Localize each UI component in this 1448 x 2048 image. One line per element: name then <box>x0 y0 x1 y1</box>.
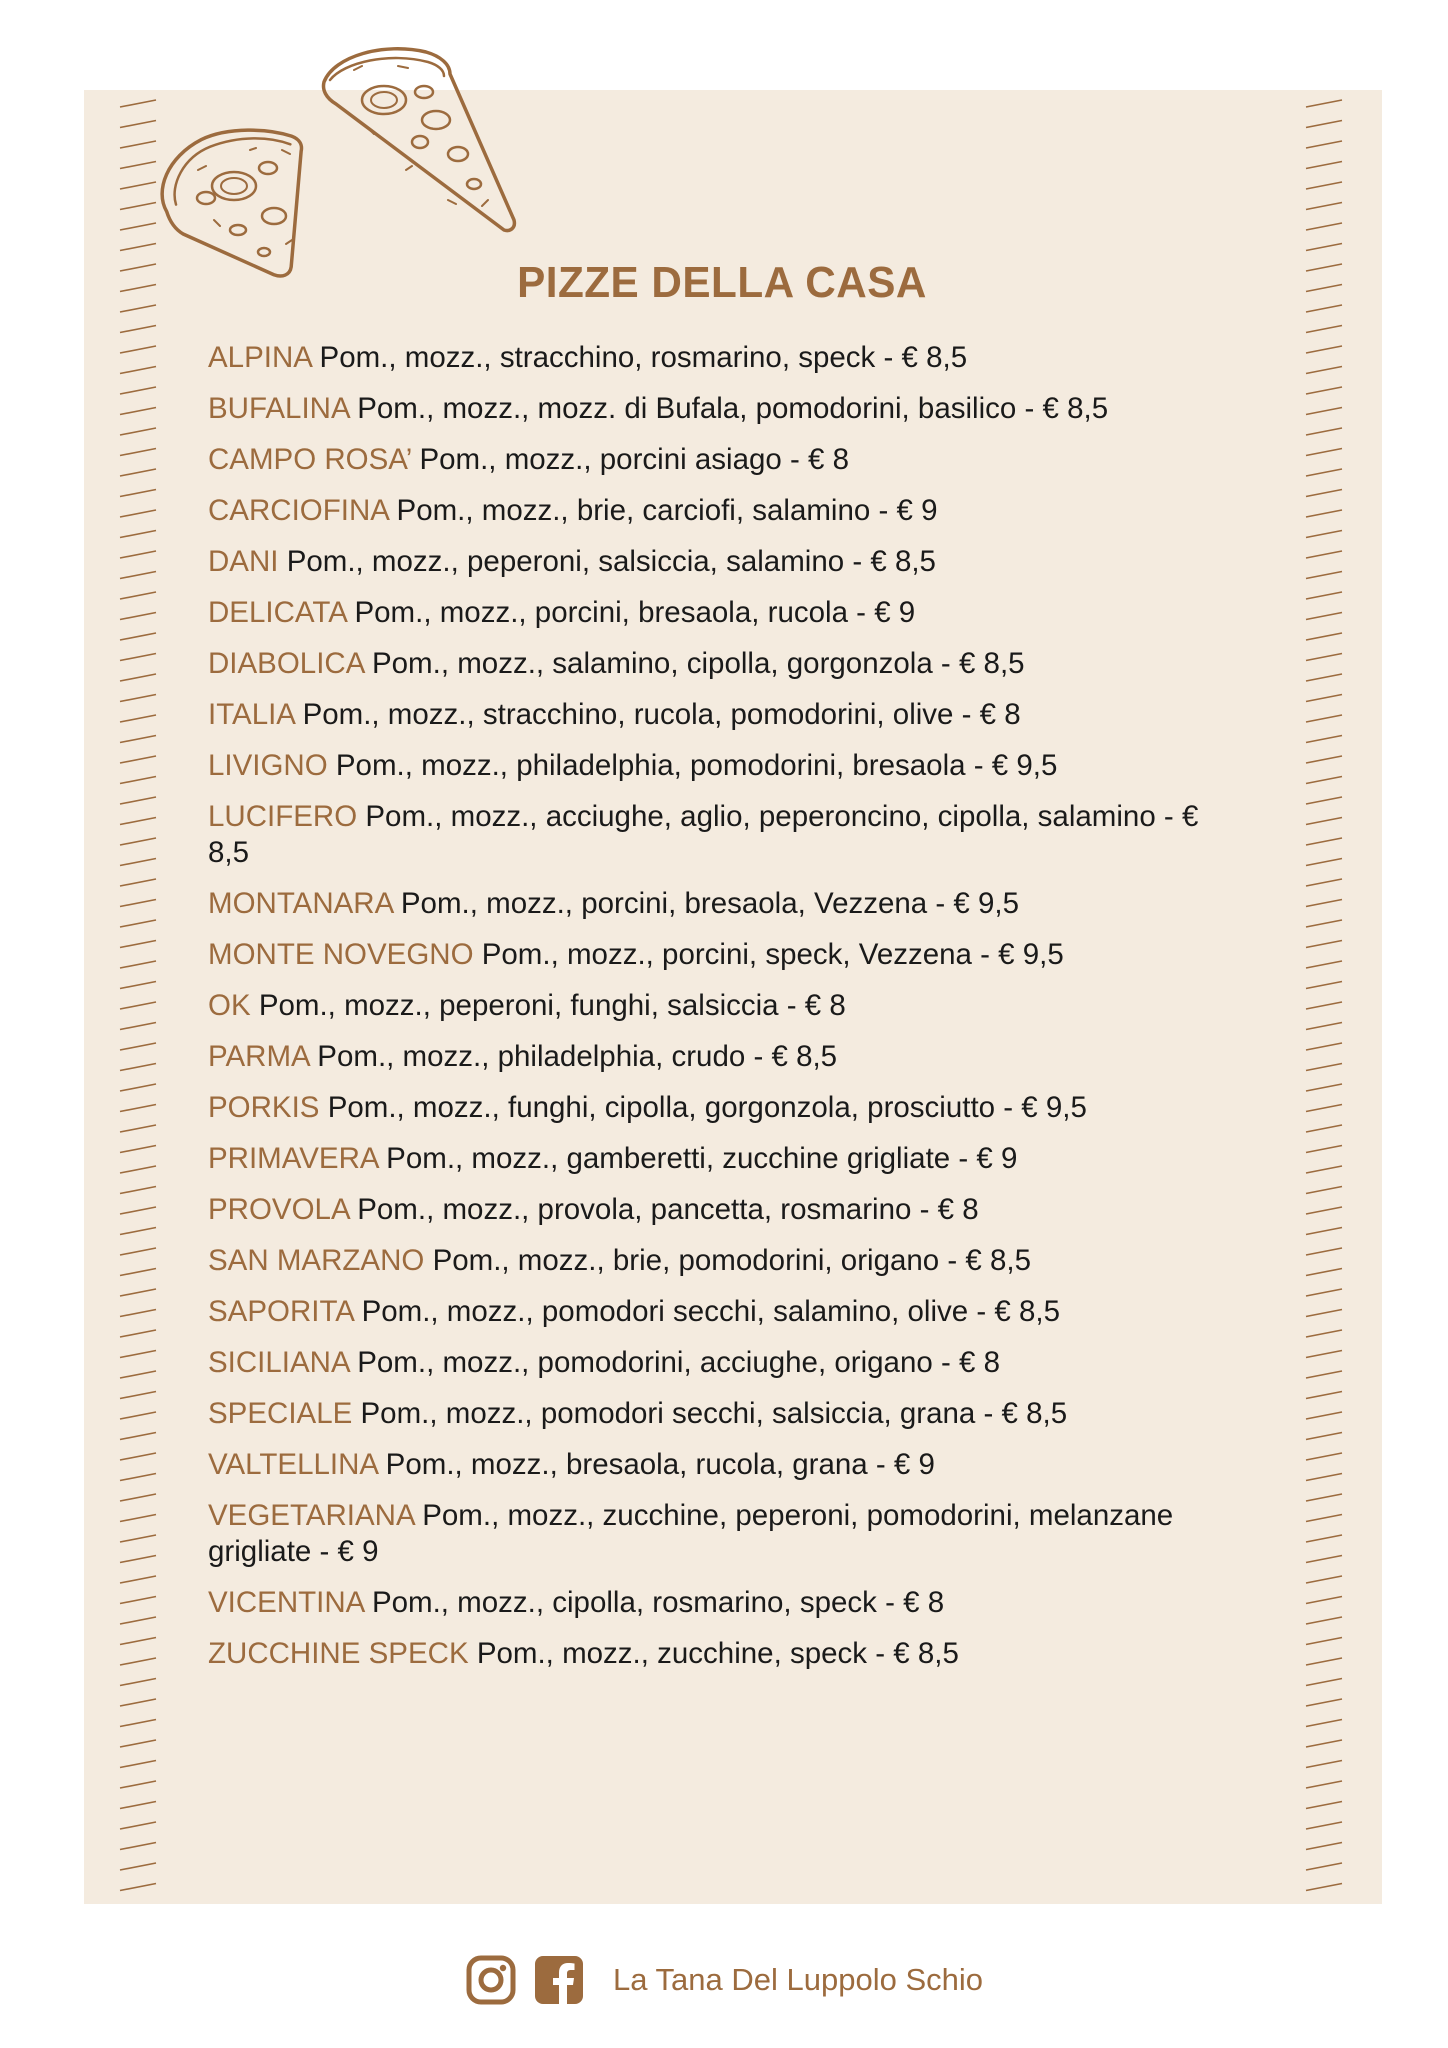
hatch-line <box>1306 1453 1342 1460</box>
pizza-item <box>208 493 1228 529</box>
hatch-line <box>120 859 156 866</box>
pizza-item <box>208 1498 1228 1570</box>
hatch-line <box>120 1433 156 1440</box>
hatch-line <box>1306 469 1342 476</box>
pizza-name: CARCIOFINA <box>208 494 389 527</box>
hatch-line <box>1306 510 1342 517</box>
pizza-description: Pom., mozz., pomodori secchi, salamino, olive - € 8,5 <box>361 1295 1061 1328</box>
pizza-list <box>208 340 1228 1687</box>
footer-page-name[interactable]: La Tana Del Luppolo Schio <box>613 1962 983 1997</box>
hatch-line <box>120 531 156 538</box>
pizza-item <box>208 1636 1228 1672</box>
hatch-line <box>1306 100 1342 107</box>
left-hatch-border <box>116 90 160 1904</box>
hatch-line <box>120 1023 156 1030</box>
hatch-line <box>1306 818 1342 825</box>
pizza-description: Pom., mozz., stracchino, rosmarino, speck - € 8,5 <box>319 341 968 374</box>
hatch-line <box>1306 756 1342 763</box>
hatch-line <box>1306 1166 1342 1173</box>
pizza-name: OK <box>208 989 251 1022</box>
hatch-line <box>120 633 156 640</box>
hatch-line <box>120 1125 156 1132</box>
hatch-line <box>120 1453 156 1460</box>
pizza-description: Pom., mozz., acciughe, aglio, peperoncino, cipolla, salamino - € 8,5 <box>208 800 1199 869</box>
pizza-description: Pom., mozz., peperoni, salsiccia, salamino - € 8,5 <box>286 545 936 578</box>
hatch-line <box>1306 941 1342 948</box>
pizza-item <box>208 886 1228 922</box>
hatch-line <box>120 879 156 886</box>
hatch-line <box>1306 654 1342 661</box>
hatch-line <box>120 469 156 476</box>
pizza-description: Pom., mozz., zucchine, speck - € 8,5 <box>476 1637 959 1670</box>
hatch-line <box>120 1351 156 1358</box>
pizza-name: SPECIALE <box>208 1397 353 1430</box>
pizza-item <box>208 340 1228 376</box>
hatch-line <box>1306 1699 1342 1706</box>
pizza-item <box>208 1345 1228 1381</box>
hatch-line <box>1306 244 1342 251</box>
pizza-name: VEGETARIANA <box>208 1499 415 1532</box>
hatch-line <box>120 1761 156 1768</box>
hatch-line <box>120 1166 156 1173</box>
pizza-name: SAN MARZANO <box>208 1244 425 1277</box>
pizza-item <box>208 937 1228 973</box>
hatch-line <box>120 1699 156 1706</box>
pizza-name: CAMPO ROSA’ <box>208 443 412 476</box>
hatch-line <box>1306 1761 1342 1768</box>
pizza-name: LUCIFERO <box>208 800 358 833</box>
hatch-line <box>120 1187 156 1194</box>
hatch-line <box>120 1802 156 1809</box>
pizza-name: ITALIA <box>208 698 295 731</box>
pizza-item <box>208 595 1228 631</box>
hatch-line <box>1306 408 1342 415</box>
hatch-line <box>1306 428 1342 435</box>
hatch-line <box>120 695 156 702</box>
hatch-line <box>120 1638 156 1645</box>
hatch-line <box>1306 1269 1342 1276</box>
hatch-line <box>1306 1023 1342 1030</box>
hatch-line <box>120 1269 156 1276</box>
hatch-line <box>120 1289 156 1296</box>
hatch-line <box>1306 1187 1342 1194</box>
pizza-name: LIVIGNO <box>208 749 328 782</box>
pizza-description: Pom., mozz., philadelphia, crudo - € 8,5 <box>317 1040 838 1073</box>
hatch-line <box>120 797 156 804</box>
pizza-item <box>208 1396 1228 1432</box>
hatch-line <box>1306 1597 1342 1604</box>
hatch-line <box>120 1617 156 1624</box>
hatch-line <box>1306 1351 1342 1358</box>
hatch-line <box>120 1310 156 1317</box>
hatch-line <box>1306 1822 1342 1829</box>
hatch-line <box>120 1002 156 1009</box>
hatch-line <box>120 736 156 743</box>
pizza-name: DIABOLICA <box>208 647 364 680</box>
hatch-line <box>1306 1002 1342 1009</box>
hatch-line <box>1306 449 1342 456</box>
hatch-line <box>120 613 156 620</box>
hatch-line <box>1306 551 1342 558</box>
hatch-line <box>1306 982 1342 989</box>
hatch-line <box>1306 961 1342 968</box>
hatch-line <box>120 223 156 230</box>
pizza-description: Pom., mozz., pomodori secchi, salsiccia, grana - € 8,5 <box>360 1397 1068 1430</box>
hatch-line <box>1306 1371 1342 1378</box>
hatch-line <box>120 592 156 599</box>
pizza-item <box>208 1090 1228 1126</box>
pizza-name: PORKIS <box>208 1091 320 1124</box>
hatch-line <box>120 818 156 825</box>
hatch-line <box>120 449 156 456</box>
pizza-slice-back-icon <box>324 49 515 231</box>
pizza-description: Pom., mozz., porcini, speck, Vezzena - € 9,5 <box>481 938 1064 971</box>
hatch-line <box>1306 121 1342 128</box>
hatch-line <box>1306 141 1342 148</box>
pizza-name: ZUCCHINE SPECK <box>208 1637 469 1670</box>
hatch-line <box>1306 674 1342 681</box>
hatch-line <box>120 900 156 907</box>
hatch-line <box>1306 797 1342 804</box>
hatch-line <box>1306 1228 1342 1235</box>
hatch-line <box>120 920 156 927</box>
hatch-line <box>1306 387 1342 394</box>
hatch-line <box>120 100 156 107</box>
hatch-line <box>120 1084 156 1091</box>
hatch-line <box>1306 1781 1342 1788</box>
pizza-item <box>208 391 1228 427</box>
hatch-line <box>1306 162 1342 169</box>
pizza-item <box>208 1447 1228 1483</box>
pizza-name: SICILIANA <box>208 1346 350 1379</box>
hatch-line <box>120 961 156 968</box>
hatch-line <box>1306 1658 1342 1665</box>
hatch-line <box>1306 1535 1342 1542</box>
hatch-line <box>120 1371 156 1378</box>
pizza-item <box>208 697 1228 733</box>
hatch-line <box>1306 346 1342 353</box>
hatch-line <box>120 982 156 989</box>
hatch-line <box>120 756 156 763</box>
hatch-line <box>120 1679 156 1686</box>
hatch-line <box>1306 1576 1342 1583</box>
hatch-line <box>1306 223 1342 230</box>
pizza-name: VALTELLINA <box>208 1448 378 1481</box>
pizza-description: Pom., mozz., cipolla, rosmarino, speck - € 8 <box>371 1586 945 1619</box>
hatch-line <box>1306 1843 1342 1850</box>
hatch-line <box>120 326 156 333</box>
hatch-line <box>120 408 156 415</box>
pizza-name: MONTANARA <box>208 887 393 920</box>
hatch-line <box>1306 1474 1342 1481</box>
hatch-line <box>120 1228 156 1235</box>
hatch-line <box>1306 613 1342 620</box>
pizza-item <box>208 442 1228 478</box>
hatch-line <box>120 1146 156 1153</box>
hatch-line <box>1306 1330 1342 1337</box>
hatch-line <box>120 1822 156 1829</box>
pizza-item <box>208 1192 1228 1228</box>
pizza-description: Pom., mozz., bresaola, rucola, grana - € 9 <box>385 1448 935 1481</box>
hatch-line <box>120 1720 156 1727</box>
pizza-item <box>208 1294 1228 1330</box>
hatch-line <box>1306 1863 1342 1870</box>
menu-title: PIZZE DELLA CASA <box>517 258 927 307</box>
hatch-line <box>1306 1802 1342 1809</box>
hatch-line <box>120 1884 156 1891</box>
hatch-line <box>1306 695 1342 702</box>
hatch-line <box>1306 1617 1342 1624</box>
pizza-description: Pom., mozz., zucchine, peperoni, pomodorini, melanzane grigliate - € 9 <box>208 1499 1174 1568</box>
pizza-description: Pom., mozz., porcini asiago - € 8 <box>419 443 850 476</box>
hatch-line <box>120 654 156 661</box>
hatch-line <box>120 367 156 374</box>
hatch-line <box>1306 1125 1342 1132</box>
hatch-line <box>120 1064 156 1071</box>
hatch-line <box>1306 1289 1342 1296</box>
hatch-line <box>1306 633 1342 640</box>
pizza-description: Pom., mozz., provola, pancetta, rosmarino - € 8 <box>357 1193 979 1226</box>
pizza-description: Pom., mozz., mozz. di Bufala, pomodorini, basilico - € 8,5 <box>357 392 1109 425</box>
pizza-item <box>208 544 1228 580</box>
hatch-line <box>120 1474 156 1481</box>
hatch-line <box>120 1843 156 1850</box>
hatch-line <box>1306 1084 1342 1091</box>
pizza-description: Pom., mozz., porcini, bresaola, rucola - € 9 <box>354 596 916 629</box>
instagram-icon[interactable] <box>465 1954 517 2006</box>
hatch-line <box>120 490 156 497</box>
pizza-description: Pom., mozz., peperoni, funghi, salsiccia - € 8 <box>258 989 846 1022</box>
pizza-name: PRIMAVERA <box>208 1142 378 1175</box>
hatch-line <box>120 1515 156 1522</box>
pizza-item <box>208 1039 1228 1075</box>
pizza-description: Pom., mozz., porcini, bresaola, Vezzena - € 9,5 <box>400 887 1020 920</box>
hatch-line <box>120 121 156 128</box>
hatch-line <box>1306 1433 1342 1440</box>
hatch-line <box>1306 859 1342 866</box>
hatch-line <box>1306 1740 1342 1747</box>
hatch-line <box>120 182 156 189</box>
pizza-name: SAPORITA <box>208 1295 354 1328</box>
pizza-description: Pom., mozz., brie, pomodorini, origano - € 8,5 <box>432 1244 1032 1277</box>
hatch-line <box>1306 592 1342 599</box>
hatch-line <box>120 572 156 579</box>
hatch-line <box>120 346 156 353</box>
hatch-line <box>120 715 156 722</box>
hatch-line <box>1306 1105 1342 1112</box>
pizza-name: PROVOLA <box>208 1193 350 1226</box>
pizza-item <box>208 646 1228 682</box>
pizza-name: DELICATA <box>208 596 347 629</box>
hatch-line <box>1306 1720 1342 1727</box>
hatch-line <box>120 1043 156 1050</box>
pizza-item <box>208 1243 1228 1279</box>
hatch-line <box>120 1105 156 1112</box>
pizza-name: VICENTINA <box>208 1586 364 1619</box>
hatch-line <box>120 1535 156 1542</box>
pizza-item <box>208 988 1228 1024</box>
pizza-item <box>208 799 1228 871</box>
hatch-line <box>1306 572 1342 579</box>
hatch-line <box>120 1781 156 1788</box>
hatch-line <box>120 141 156 148</box>
hatch-line <box>1306 531 1342 538</box>
hatch-line <box>120 777 156 784</box>
pizza-name: PARMA <box>208 1040 310 1073</box>
pizza-description: Pom., mozz., salamino, cipolla, gorgonzola - € 8,5 <box>371 647 1025 680</box>
hatch-line <box>120 1330 156 1337</box>
hatch-line <box>1306 879 1342 886</box>
hatch-line <box>120 203 156 210</box>
pizza-description: Pom., mozz., brie, carciofi, salamino - € 9 <box>396 494 938 527</box>
pizza-item <box>208 1141 1228 1177</box>
hatch-line <box>1306 1207 1342 1214</box>
hatch-line <box>1306 1392 1342 1399</box>
pizza-name: BUFALINA <box>208 392 350 425</box>
hatch-line <box>120 1740 156 1747</box>
pizza-description: Pom., mozz., pomodorini, acciughe, origano - € 8 <box>357 1346 1000 1379</box>
hatch-line <box>1306 203 1342 210</box>
pizza-description: Pom., mozz., gamberetti, zucchine grigliate - € 9 <box>386 1142 1018 1175</box>
hatch-line <box>120 1494 156 1501</box>
hatch-line <box>120 244 156 251</box>
right-hatch-border <box>1302 90 1346 1904</box>
hatch-line <box>1306 838 1342 845</box>
hatch-line <box>1306 1638 1342 1645</box>
hatch-line <box>1306 326 1342 333</box>
hatch-line <box>120 1576 156 1583</box>
hatch-line <box>120 1207 156 1214</box>
hatch-line <box>1306 1556 1342 1563</box>
hatch-line <box>120 838 156 845</box>
hatch-line <box>120 1658 156 1665</box>
hatch-line <box>1306 367 1342 374</box>
hatch-line <box>120 1597 156 1604</box>
hatch-line <box>1306 1248 1342 1255</box>
hatch-line <box>1306 1412 1342 1419</box>
hatch-line <box>1306 1679 1342 1686</box>
hatch-line <box>120 1392 156 1399</box>
hatch-line <box>1306 1064 1342 1071</box>
pizza-description: Pom., mozz., funghi, cipolla, gorgonzola, prosciutto - € 9,5 <box>327 1091 1087 1124</box>
hatch-line <box>1306 1310 1342 1317</box>
hatch-line <box>1306 490 1342 497</box>
hatch-line <box>120 1556 156 1563</box>
hatch-line <box>120 162 156 169</box>
hatch-line <box>1306 1884 1342 1891</box>
hatch-line <box>120 1863 156 1870</box>
hatch-line <box>1306 736 1342 743</box>
hatch-line <box>1306 777 1342 784</box>
hatch-line <box>1306 715 1342 722</box>
hatch-line <box>120 551 156 558</box>
hatch-line <box>1306 1146 1342 1153</box>
hatch-line <box>120 1248 156 1255</box>
pizza-name: MONTE NOVEGNO <box>208 938 474 971</box>
hatch-line <box>1306 1043 1342 1050</box>
hatch-line <box>120 387 156 394</box>
pizza-item <box>208 748 1228 784</box>
hatch-line <box>120 674 156 681</box>
pizza-description: Pom., mozz., philadelphia, pomodorini, bresaola - € 9,5 <box>335 749 1058 782</box>
pizza-item <box>208 1585 1228 1621</box>
hatch-line <box>1306 1515 1342 1522</box>
hatch-line <box>120 1412 156 1419</box>
hatch-line <box>1306 182 1342 189</box>
pizza-description: Pom., mozz., stracchino, rucola, pomodorini, olive - € 8 <box>302 698 1021 731</box>
pizza-name: ALPINA <box>208 341 312 374</box>
footer <box>0 1950 1448 2010</box>
hatch-line <box>1306 900 1342 907</box>
hatch-line <box>120 428 156 435</box>
hatch-line <box>1306 920 1342 927</box>
facebook-icon[interactable] <box>533 1954 585 2006</box>
pizza-name: DANI <box>208 545 279 578</box>
hatch-line <box>120 941 156 948</box>
hatch-line <box>1306 1494 1342 1501</box>
hatch-line <box>120 510 156 517</box>
